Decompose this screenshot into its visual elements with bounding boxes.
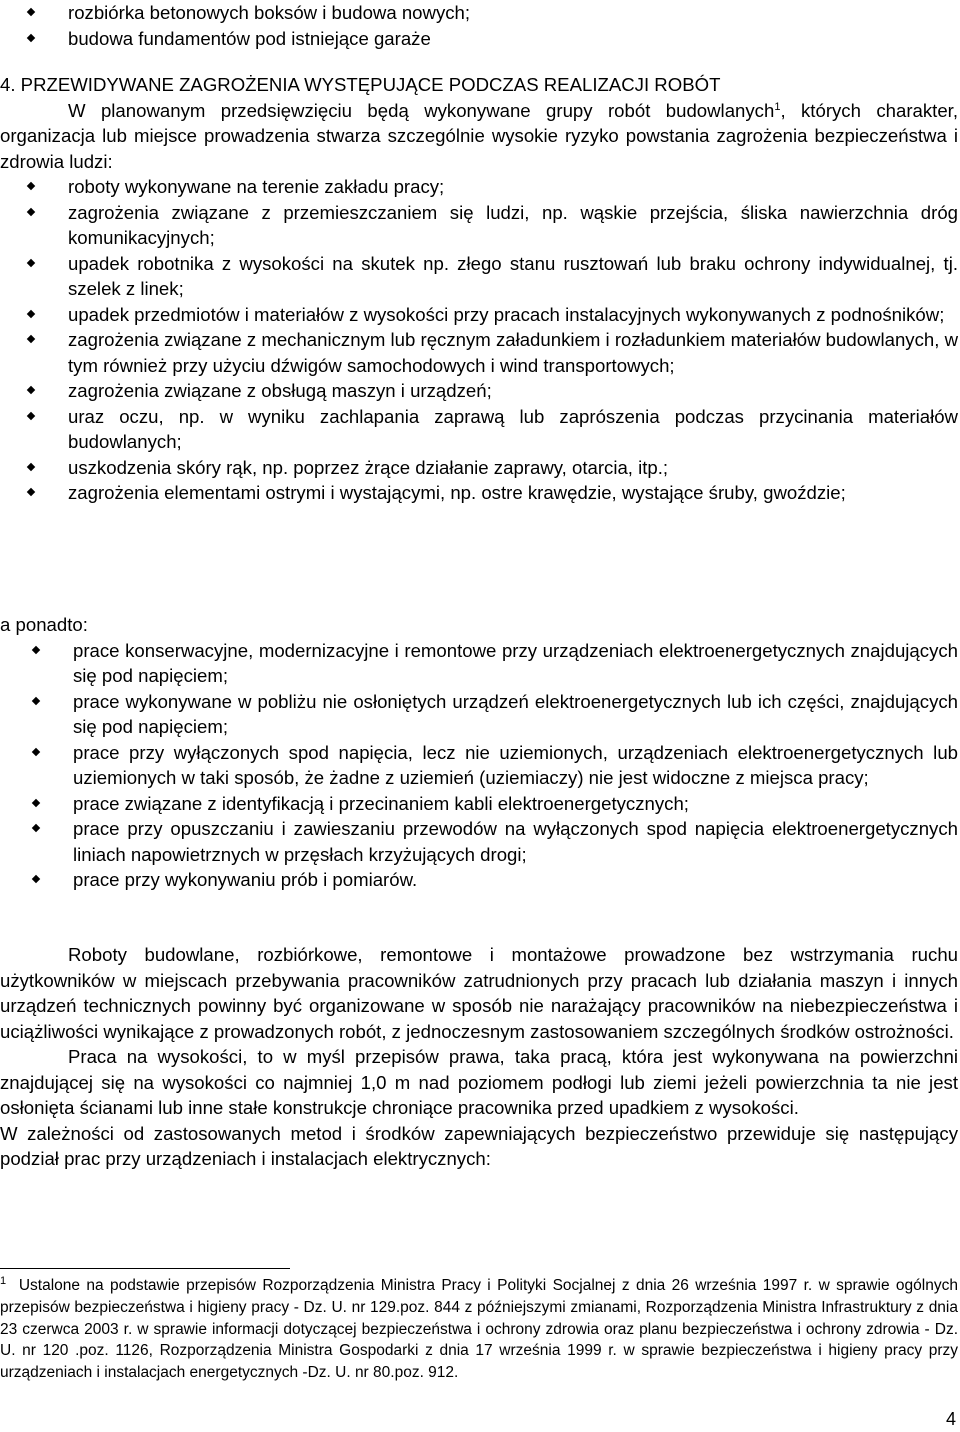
section-title: 4. PRZEWIDYWANE ZAGROŻENIA WYSTĘPUJĄCE PODCZAS REALIZACJI ROBÓT [0, 74, 721, 95]
footnote-body: Ustalone na podstawie przepisów Rozporządzenia Ministra Pracy i Polityki Socjalnej z dnia 26 września 1997 r. w sprawie ogólnych przepisów bezpieczeństwa i higieny pracy - Dz. U. nr 129.poz. 844 z późniejszymi zmianami, Rozporządzenia Ministra Infrastruktury z dnia 23 czerwca 2003 r. w sprawie informacji dotyczącej bezpieczeństwa i ochrony zdrowia oraz planu bezpieczeństwa i ochrony zdrowia - Dz. U. nr 120 .poz. 1126, Rozporządzenia Ministra Gospodarki z dnia 17 września 1999 r. w sprawie bezpieczeństwa i higieny pracy przy urządzeniach i instalacjach energetycznych -Dz. U. nr 80.poz. 912. [0, 1277, 958, 1382]
list-item: zagrożenia związane z przemieszczaniem się ludzi, np. wąskie przejścia, śliska nawierzchnia dróg komunikacyjnych; [68, 200, 958, 251]
list-item: zagrożenia elementami ostrymi i wystającymi, np. ostre krawędzie, wystające śruby, gwoździe; [68, 480, 958, 506]
list-item: roboty wykonywane na terenie zakładu pracy; [68, 174, 958, 200]
footnote-ref: 1 [774, 100, 781, 113]
list-item: upadek przedmiotów i materiałów z wysokości przy pracach instalacyjnych wykonywanych z podnośników; [68, 302, 958, 328]
list-item: zagrożenia związane z mechanicznym lub ręcznym załadunkiem i rozładunkiem materiałów budowlanych, w tym również przy użyciu dźwigów samochodowych i wind transportowych; [68, 327, 958, 378]
list-item: prace przy wyłączonych spod napięcia, lecz nie uziemionych, urządzeniach elektroenergetycznych lub uziemionych w taki sposób, że żadne z uziemień (uziemiaczy) nie jest widoczne z miejsca pracy; [73, 740, 958, 791]
intro-text-cont: , których charakter, organizacja lub miejsce prowadzenia stwarza szczególnie wysokie ryzyko powstania zagrożenia bezpieczeństwa i zdrowia ludzi: [0, 99, 959, 172]
paragraph: W zależności od zastosowanych metod i środków zapewniających bezpieczeństwo przewiduje się następujący podział prac przy urządzeniach i instalacjach elektrycznych: [0, 1122, 958, 1169]
footnote-marker: 1 [0, 1274, 7, 1287]
list-item: upadek robotnika z wysokości na skutek np. złego stanu rusztowań lub braku ochrony indywidualnej, tj. szelek z linek; [68, 251, 958, 302]
list-item: budowa fundamentów pod istniejące garaże [68, 26, 956, 52]
list-item: prace związane z identyfikacją i przecinaniem kabli elektroenergetycznych; [73, 791, 958, 817]
hazards-section [0, 72, 958, 506]
footnote-text [0, 1275, 958, 1384]
paragraph: Praca na wysokości, to w myśl przepisów prawa, taka pracą, która jest wykonywana na powierzchni znajdującej się na wysokości co najmniej 1,0 m nad poziomem podłogi lub ziemi jeżeli powierzchnia ta nie jest osłonięta ścianami lub inne stałe konstrukcje chroniące pracownika przed upadkiem z wysokości. [0, 1046, 958, 1118]
additional-works-section [0, 612, 958, 893]
list-item: prace wykonywane w pobliżu nie osłoniętych urządzeń elektroenergetycznych lub ich części, znajdujących się pod napięciem; [73, 689, 958, 740]
intro-text: W planowanym przedsięwzięciu będą wykonywane grupy robót budowlanych [68, 99, 775, 121]
list-item: zagrożenia związane z obsługą maszyn i urządzeń; [68, 378, 958, 404]
top-bullet-list [68, 0, 956, 51]
list-item: prace przy opuszczaniu i zawieszaniu przewodów na wyłączonych spod napięcia elektroenergetycznych liniach napowietrznych w przęsłach krzyżujących drogi; [73, 816, 958, 867]
page-number: 4 [945, 1409, 956, 1429]
list-item: rozbiórka betonowych boksów i budowa nowych; [68, 0, 956, 26]
paragraph: Roboty budowlane, rozbiórkowe, remontowe i montażowe prowadzone bez wstrzymania ruchu użytkowników w miejscach przebywania pracowników zatrudnionych przy pracach lub działania maszyn i innych urządzeń technicznych powinny być organizowane w sposób nie narażający pracowników na niebezpieczeństwa i uciążliwości wynikające z prowadzonych robót, z jednoczesnym zastosowaniem szczególnych środków ostrożności. [0, 944, 958, 1042]
list-item: uszkodzenia skóry rąk, np. poprzez żrące działanie zaprawy, otarcia, itp.; [68, 455, 958, 481]
additional-works-list [73, 638, 958, 893]
footnote [0, 1268, 958, 1384]
list-item: prace konserwacyjne, modernizacyjne i remontowe przy urządzeniach elektroenergetycznych znajdujących się pod napięciem; [73, 638, 958, 689]
list-item: uraz oczu, np. w wyniku zachlapania zaprawą lub zaprószenia podczas przycinania materiałów budowlanych; [68, 404, 958, 455]
list-item: prace przy wykonywaniu prób i pomiarów. [73, 867, 958, 893]
section-intro [0, 98, 958, 175]
body-paragraphs [0, 942, 958, 1172]
footnote-divider [0, 1268, 290, 1269]
ponadto-label: a ponadto: [0, 614, 88, 635]
risk-list [68, 174, 958, 506]
